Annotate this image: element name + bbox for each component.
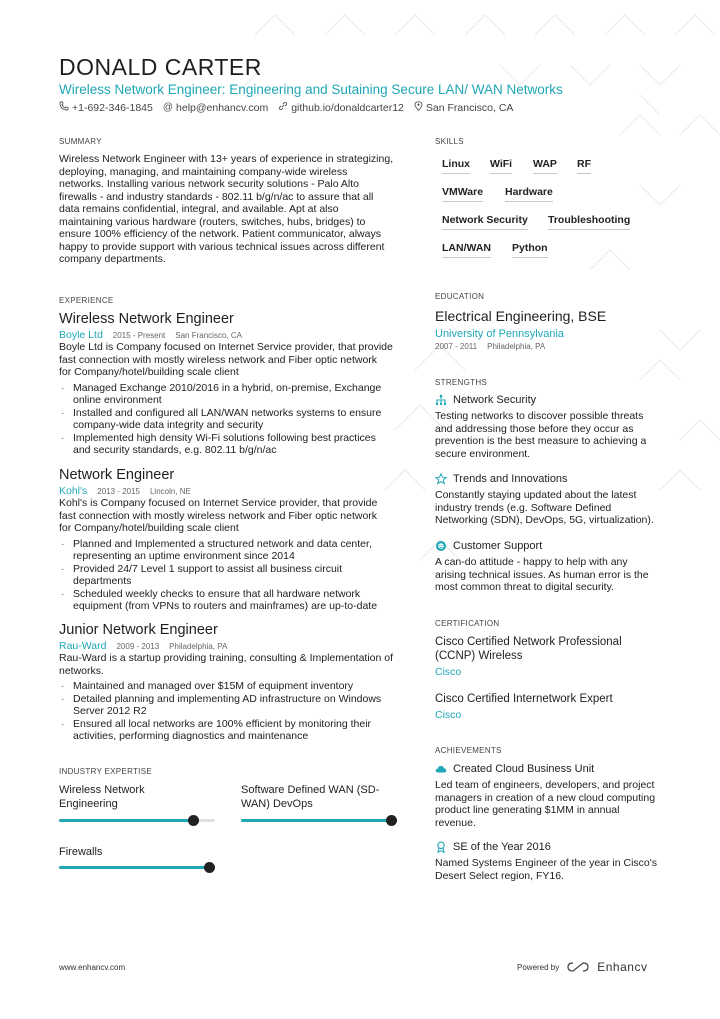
job-description <box>59 652 409 677</box>
certification-name: Cisco Certified Internetwork Expert <box>435 693 613 705</box>
job-meta <box>59 640 409 652</box>
strength-title: Network Security <box>453 394 537 406</box>
strength-description: Constantly staying updated about the latest industry trends (e.g. Software Defined Networking (SDN), DevOps, 5G, virtualization). <box>435 489 654 526</box>
powered-by-label: Powered by <box>517 962 560 972</box>
bullet-item: · Planned and Implemented a structured network and data center, representing an uptime environment since 2014 <box>59 538 409 563</box>
job-description <box>59 497 409 535</box>
at-icon: @ <box>162 102 174 113</box>
skill-tag: Troubleshooting <box>548 214 630 230</box>
job-description <box>59 341 409 379</box>
summary-line: firewalls - and industry standards - 802.11 b/g/n/ac to assure that all <box>59 190 374 203</box>
location-text: San Francisco, CA <box>425 101 514 114</box>
description-line: fast connection with mostly wireless network and Fiber optic network <box>59 353 378 366</box>
candidate-name: DONALD CARTER <box>59 54 262 80</box>
education-location: Philadelphia, PA <box>487 342 546 351</box>
bullet-item: · Maintained and managed over $15M of equipment inventory <box>59 680 409 693</box>
job-entry <box>59 467 409 613</box>
achievement-description: Led team of engineers, developers, and project managers in creation of a new cloud computing product line generating $1MM in annual revenue. <box>435 779 656 829</box>
education-title: EDUCATION <box>435 292 485 301</box>
phone-icon <box>59 101 69 114</box>
description-line: Boyle Ltd is Company focused on Internet Service provider, that provide <box>59 341 393 353</box>
cloud-icon <box>435 763 447 775</box>
expertise-bar-fill <box>59 866 215 869</box>
github-contact[interactable] <box>278 101 404 114</box>
summary-line: maintaining various hardware (routers, switches, hubs, bridges) to <box>59 215 366 228</box>
expertise-bar <box>241 819 397 822</box>
achievement-heading <box>435 763 685 775</box>
phone-text: +1-692-346-1845 <box>72 101 153 114</box>
strength-heading <box>435 473 685 485</box>
job-dates: 2009 - 2013 <box>116 642 160 651</box>
expertise-bar-knob <box>386 815 397 826</box>
bullet-item: · Installed and configured all LAN/WAN networks systems to ensure company-wide data integrity and security <box>59 407 409 432</box>
achievement-item <box>435 763 685 829</box>
expertise-bar-knob <box>204 862 215 873</box>
expertise-name: Wireless Network Engineering <box>59 784 145 810</box>
expertise-bar-knob <box>188 815 199 826</box>
summary-line: deploying, managing, and maintaining company-wide wireless <box>59 165 348 178</box>
job-location: San Francisco, CA <box>175 331 242 340</box>
footer-branding <box>517 960 647 974</box>
education-school: University of Pennsylvania <box>435 328 565 340</box>
strength-title: Customer Support <box>453 540 543 552</box>
strengths-title: STRENGTHS <box>435 378 488 387</box>
bullet-item: · Detailed planning and implementing AD infrastructure on Windows Server 2012 R2 <box>59 693 409 718</box>
skills-title: SKILLS <box>435 137 464 146</box>
skill-tag: Hardware <box>505 186 553 202</box>
expertise-bar-fill <box>241 819 397 822</box>
summary-line: Wireless Network Engineer with 13+ years of experience in strategizing, <box>59 153 394 165</box>
email-contact[interactable] <box>163 102 268 114</box>
certification-title: CERTIFICATION <box>435 619 500 628</box>
summary-line: networks. Installing various network security solutions - Palo Alto <box>59 178 359 190</box>
certification-item <box>435 692 695 721</box>
skill-tag: Network Security <box>442 214 528 230</box>
achievements-title: ACHIEVEMENTS <box>435 746 502 755</box>
skill-tag: LAN/WAN <box>442 242 491 258</box>
link-icon <box>278 101 288 114</box>
skill-tag: WAP <box>533 158 557 174</box>
network-icon <box>435 394 447 406</box>
summary-line: happy to provide support with various technical issues across different <box>59 240 385 253</box>
certification-name: Cisco Certified Network Professional (CCNP) Wireless <box>435 636 622 662</box>
skill-tag: RF <box>577 158 591 174</box>
expertise-bar <box>59 819 215 822</box>
strength-heading <box>435 394 685 406</box>
summary-title: SUMMARY <box>59 137 102 146</box>
achievement-title: SE of the Year 2016 <box>453 841 551 853</box>
certification-issuer: Cisco <box>435 666 462 678</box>
job-title: Wireless Network Engineer <box>59 311 234 327</box>
enhancv-logo-icon <box>567 961 589 973</box>
job-entry <box>59 622 409 743</box>
job-meta <box>59 485 409 497</box>
bullet-item: · Ensured all local networks are 100% efficient by monitoring their activities, performing diagnostics and maintenance <box>59 718 409 743</box>
description-line: for Company/hotel/building scale client <box>59 366 239 378</box>
skill-tag: Linux <box>442 158 470 174</box>
job-title: Network Engineer <box>59 467 175 483</box>
experience-title: EXPERIENCE <box>59 296 114 305</box>
skill-tag: Python <box>512 242 548 258</box>
footer-website[interactable]: www.enhancv.com <box>59 963 126 972</box>
summary-text <box>59 153 409 266</box>
github-text: github.io/donaldcarter12 <box>291 101 404 114</box>
bullet-item: · Provided 24/7 Level 1 support to assist all business circuit departments <box>59 563 409 588</box>
job-dates: 2013 - 2015 <box>97 487 140 496</box>
award-icon <box>435 841 447 853</box>
email-text: help@enhancv.com <box>176 101 269 114</box>
job-location: Philadelphia, PA <box>169 642 228 651</box>
strength-heading <box>435 540 685 552</box>
summary-line: ensure 100% efficiency of the network. Patient communicator, always <box>59 228 381 240</box>
strength-item <box>435 540 685 594</box>
education-degree: Electrical Engineering, BSE <box>435 308 607 324</box>
location-pin-icon <box>414 101 423 114</box>
job-meta <box>59 329 409 341</box>
job-company: Rau-Ward <box>59 640 107 652</box>
description-line: for Company/hotel/building scale client <box>59 522 239 534</box>
expertise-bar-fill <box>59 819 199 822</box>
strength-description: A can-do attitude - happy to help with any arising technical issues. As human error is the most common threat to digital security. <box>435 556 649 593</box>
headline: Wireless Network Engineer: Engineering and Sutaining Secure LAN/ WAN Networks <box>59 82 563 97</box>
phone-contact[interactable] <box>59 101 153 114</box>
expertise-title: INDUSTRY EXPERTISE <box>59 767 152 776</box>
expertise-name: Firewalls <box>59 846 103 858</box>
skill-tag: WiFi <box>490 158 512 174</box>
enhancv-brand: Enhancv <box>597 960 648 974</box>
description-line: Kohl's is Company focused on Internet Service provider, that provide <box>59 497 378 509</box>
job-entry <box>59 311 409 457</box>
strength-description: Testing networks to discover possible threats and addressing those before they occur as prevention is the best measure to achieving a secure environment. <box>435 410 647 460</box>
summary-line: company departments. <box>59 253 166 265</box>
strength-item <box>435 394 685 460</box>
support-icon <box>435 540 447 552</box>
education-dates: 2007 - 2011 <box>435 342 478 351</box>
description-line: Rau-Ward is a startup providing training, consulting & Implementation of <box>59 652 394 664</box>
description-line: networks. <box>59 664 104 677</box>
description-line: fast connection with mostly wireless network and Fiber optic network <box>59 509 378 522</box>
job-company: Kohl's <box>59 485 88 497</box>
certification-issuer: Cisco <box>435 709 462 721</box>
job-bullets <box>59 382 409 457</box>
job-bullets <box>59 538 409 613</box>
expertise-name: Software Defined WAN (SD- WAN) DevOps <box>241 784 380 810</box>
job-dates: 2015 - Present <box>112 331 166 340</box>
achievement-description: Named Systems Engineer of the year in Cisco's Desert Select region, FY16. <box>435 857 658 882</box>
bullet-item: · Scheduled weekly checks to ensure that all hardware network equipment (from VPNs to routers and mainframes) are up-to-date <box>59 588 409 613</box>
achievement-item <box>435 841 685 882</box>
location-contact <box>414 101 514 114</box>
job-title: Junior Network Engineer <box>59 622 218 638</box>
strength-title: Trends and Innovations <box>453 473 568 485</box>
bullet-item: · Implemented high density Wi-Fi solutions following best practices and security standards, e.g. 802.11 b/g/n/ac <box>59 432 409 457</box>
star-icon <box>435 473 447 485</box>
summary-line: data remains confidential, integral, and available. Apt at also <box>59 203 339 215</box>
expertise-bar <box>59 866 215 869</box>
achievement-heading <box>435 841 685 853</box>
skill-tag: VMWare <box>442 186 483 202</box>
bullet-item: · Managed Exchange 2010/2016 in a hybrid, on-premise, Exchange online environment <box>59 382 409 407</box>
job-bullets <box>59 680 409 743</box>
education-meta <box>435 342 545 351</box>
job-location: Lincoln, NE <box>149 487 191 496</box>
contact-row <box>59 101 513 114</box>
certification-item <box>435 635 695 678</box>
strength-item <box>435 473 685 527</box>
achievement-title: Created Cloud Business Unit <box>453 763 595 775</box>
job-company: Boyle Ltd <box>59 329 103 341</box>
